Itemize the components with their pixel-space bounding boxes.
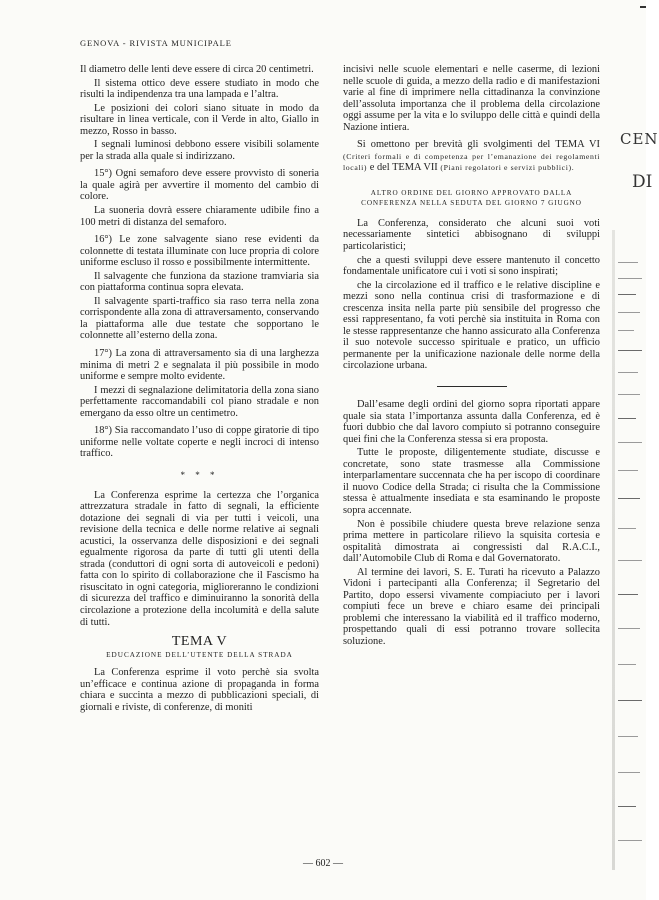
adjacent-page-edge [616,0,659,900]
section-separator: * * * [180,469,219,480]
adjacent-heading-fragment: CEN [620,130,659,148]
paragraph: La suoneria dovrà essere chiaramente udibile fino a 100 metri di distanza del semaforo. [80,205,319,228]
ordine-heading: ALTRO ORDINE DEL GIORNO APPROVATO DALLA CONFERENZA NELLA SEDUTA DEL GIORNO 7 GIUGNO [361,188,582,207]
adjacent-text-fragment [618,350,642,351]
adjacent-text-fragment [618,772,640,773]
running-head: GENOVA - RIVISTA MUNICIPALE [80,38,232,48]
paragraph: Le posizioni dei colori siano situate in modo da risultare in linea verticale, con il Verde in alto, Giallo in mezzo, Rosso in basso. [80,102,319,137]
adjacent-text-fragment [618,394,640,395]
adjacent-text-fragment [618,470,638,471]
paragraph: 17°) La zona di attraversamento sia di una larghezza minima di metri 2 e segnalata il più possibile in modo uniforme e sempre molto evidente. [80,348,319,383]
paragraph: Il salvagente che funziona da stazione tramviaria sia con piattaforma continua sopra elevata. [80,270,319,294]
tema-vii-description: (Piani regolatori e servizi pubblici). [440,163,575,173]
paragraph: Il sistema ottico deve essere studiato in modo che risulti la indipendenza tra una lampada e l’altra. [80,77,319,101]
conference-paragraph: La Conferenza esprime la certezza che l’organica attrezzatura stradale in fatto di segnali, la efficiente dotazione dei segnali di via per tutti i veicoli, una revisione della tecnica e delle norme relative ai segnali acustici, la osservanza delle disposizioni e dei segnali egualmente rigorosa da parte di tutti gli utenti della strada (conduttori di ogni sorta di autoveicoli e pedoni) fatta con lo spirito di collaborazione che il Fascismo ha risuscitato in ogni categoria, miglioreranno le condizioni di sicurezza del traffico e diminuiranno la sonorità della circolazione a protezione della incolumità e della salute di tutti. [80,489,319,628]
paragraph: 18°) Sia raccomandato l’uso di coppe giratorie di tipo uniforme nelle voltate coperte e negli incroci di intenso traffico. [80,425,319,460]
paragraph: Tutte le proposte, diligentemente studiate, discusse e concretate, sono state trasmesse alla Commissione interparlamentare succennata che ha per iscopo di coordinare il nuovo Codice della Strada; ci risulta che la Commissione stessa è attualmente insediata e sta esaminando le proposte sopra accennate. [343,447,600,516]
paragraph: Il salvagente sparti-traffico sia raso terra nella zona corrispondente alla zona di attraversamento, conservando la piattaforma alle due testate che sopportano le colonnette all’esterno della zona. [80,295,319,342]
adjacent-text-fragment [618,560,642,561]
section-title: TEMA V [171,634,228,650]
right-column [343,64,600,650]
gutter-shadow [612,230,615,870]
tema-vi-description: (Criteri formali e di competenza per l’emanazione dei regolamenti locali) [343,151,600,173]
adjacent-text-fragment [618,528,636,529]
omission-paragraph [343,139,600,174]
paragraph: La Conferenza, considerato che alcuni suoi voti necessariamente sintetici abbisognano di sviluppi particolaristici; [343,217,600,253]
paragraph: Il diametro delle lenti deve essere di circa 20 centimetri. [80,64,314,75]
adjacent-text-fragment [618,664,636,665]
adjacent-text-fragment [618,594,638,595]
paragraph: Non è possibile chiudere questa breve relazione senza prima mettere in particolare rilievo la squisita cortesia e ospitalità dimostrata ai congressisti dal R.A.C.I., dall’Automobile Club di Roma e dal Governatorato. [343,518,600,565]
divider [437,386,507,387]
section-subtitle: EDUCAZIONE DELL’UTENTE DELLA STRADA [106,650,293,659]
paragraph: che la circolazione ed il traffico e le relative discipline e mezzi sono nella continua crisi di trasformazione e di crescenza insita nella parte più sensibile del progresso che essi rappresentano, fa voti perchè sia instituita in Roma con le stesse rappresentanze che hanno assicurato alla Conferenza il suo notevole successo spirituale e pratico, un ufficio permanente per la unificazione nazionale delle norme della circolazione urbana. [343,279,600,372]
tema-vii-label: TEMA VII [392,162,438,174]
adjacent-text-fragment [618,262,638,263]
adjacent-text-fragment [618,498,640,499]
paragraph: 16°) Le zone salvagente siano rese evidenti da colonnette di testata illuminate con luce propria di colore uniforme escluso il rosso e possibilmente intermittente. [80,234,319,269]
paragraph: Al termine dei lavori, S. E. Turati ha ricevuto a Palazzo Vidoni i partecipanti alla Conferenza; il Segretario del Partito, dopo essersi vivamente compiaciuto per i lavori compiuti fece un breve e chiaro esame dei principali problemi che interessano la viabilità ed il traffico moderno, prospettando quali di essi potranno trovare sollecita soluzione. [343,566,600,647]
adjacent-text-fragment [618,736,638,737]
adjacent-text-fragment [618,628,640,629]
paragraph: 15°) Ogni semaforo deve essere provvisto di soneria la quale agirà per avvertire il momento del cambio di colore. [80,168,319,203]
left-column [80,64,319,715]
adjacent-text-fragment [618,294,636,295]
adjacent-text-fragment [618,418,636,419]
paragraph: che a questi sviluppi deve essere mantenuto il concetto fondamentale unificatore cui i voti si sono inspirati; [343,254,600,278]
paragraph: I segnali luminosi debbono essere visibili solamente per la strada alla quale si indirizzano. [80,139,319,162]
page-number: — 602 — [303,858,343,869]
adjacent-text-fragment [618,312,640,313]
omission-connector: e del [369,162,390,174]
adjacent-text-fragment [618,840,642,841]
adjacent-text-fragment [618,278,642,279]
continuation-paragraph: incisivi nelle scuole elementari e nelle caserme, di lezioni nelle scuole di guida, a mezzo della radio e di manifestazioni varie al fine di imprimere nella cittadinanza la convinzione dell’assoluta importanza che il problema della circolazione oggi assume per la vita e lo sviluppo delle città e quindi della Nazione intiera. [343,64,600,133]
paragraph: I mezzi di segnalazione delimitatoria della zona siano perfettamente raccomandabili col piano stradale e non emergano da esso oltre un centimetro. [80,384,319,419]
tema-vi-label: TEMA VI [555,139,600,151]
paragraph: Dall’esame degli ordini del giorno sopra riportati appare quale sia stata l’importanza assunta dalla Conferenza, ed è fuori dubbio che dal lavoro compiuto si potranno conseguire quei fini che la Conferenza stessa si era proposta. [343,399,600,445]
adjacent-text-fragment [618,442,642,443]
adjacent-text-fragment [618,330,634,331]
edge-mark [640,6,646,8]
paragraph: La Conferenza esprime il voto perchè sia svolta un’efficace e continua azione di propaganda in forma chiara e succinta a mezzo di pubblicazioni speciali, di giornali e riviste, di conferenze, di moniti [80,667,319,713]
omission-lead: Si omettono per brevità gli svolgimenti del [357,139,551,151]
adjacent-text-fragment [618,700,642,701]
adjacent-text-fragment [618,806,636,807]
adjacent-heading-fragment: DI [632,172,653,192]
adjacent-text-fragment [618,372,638,373]
